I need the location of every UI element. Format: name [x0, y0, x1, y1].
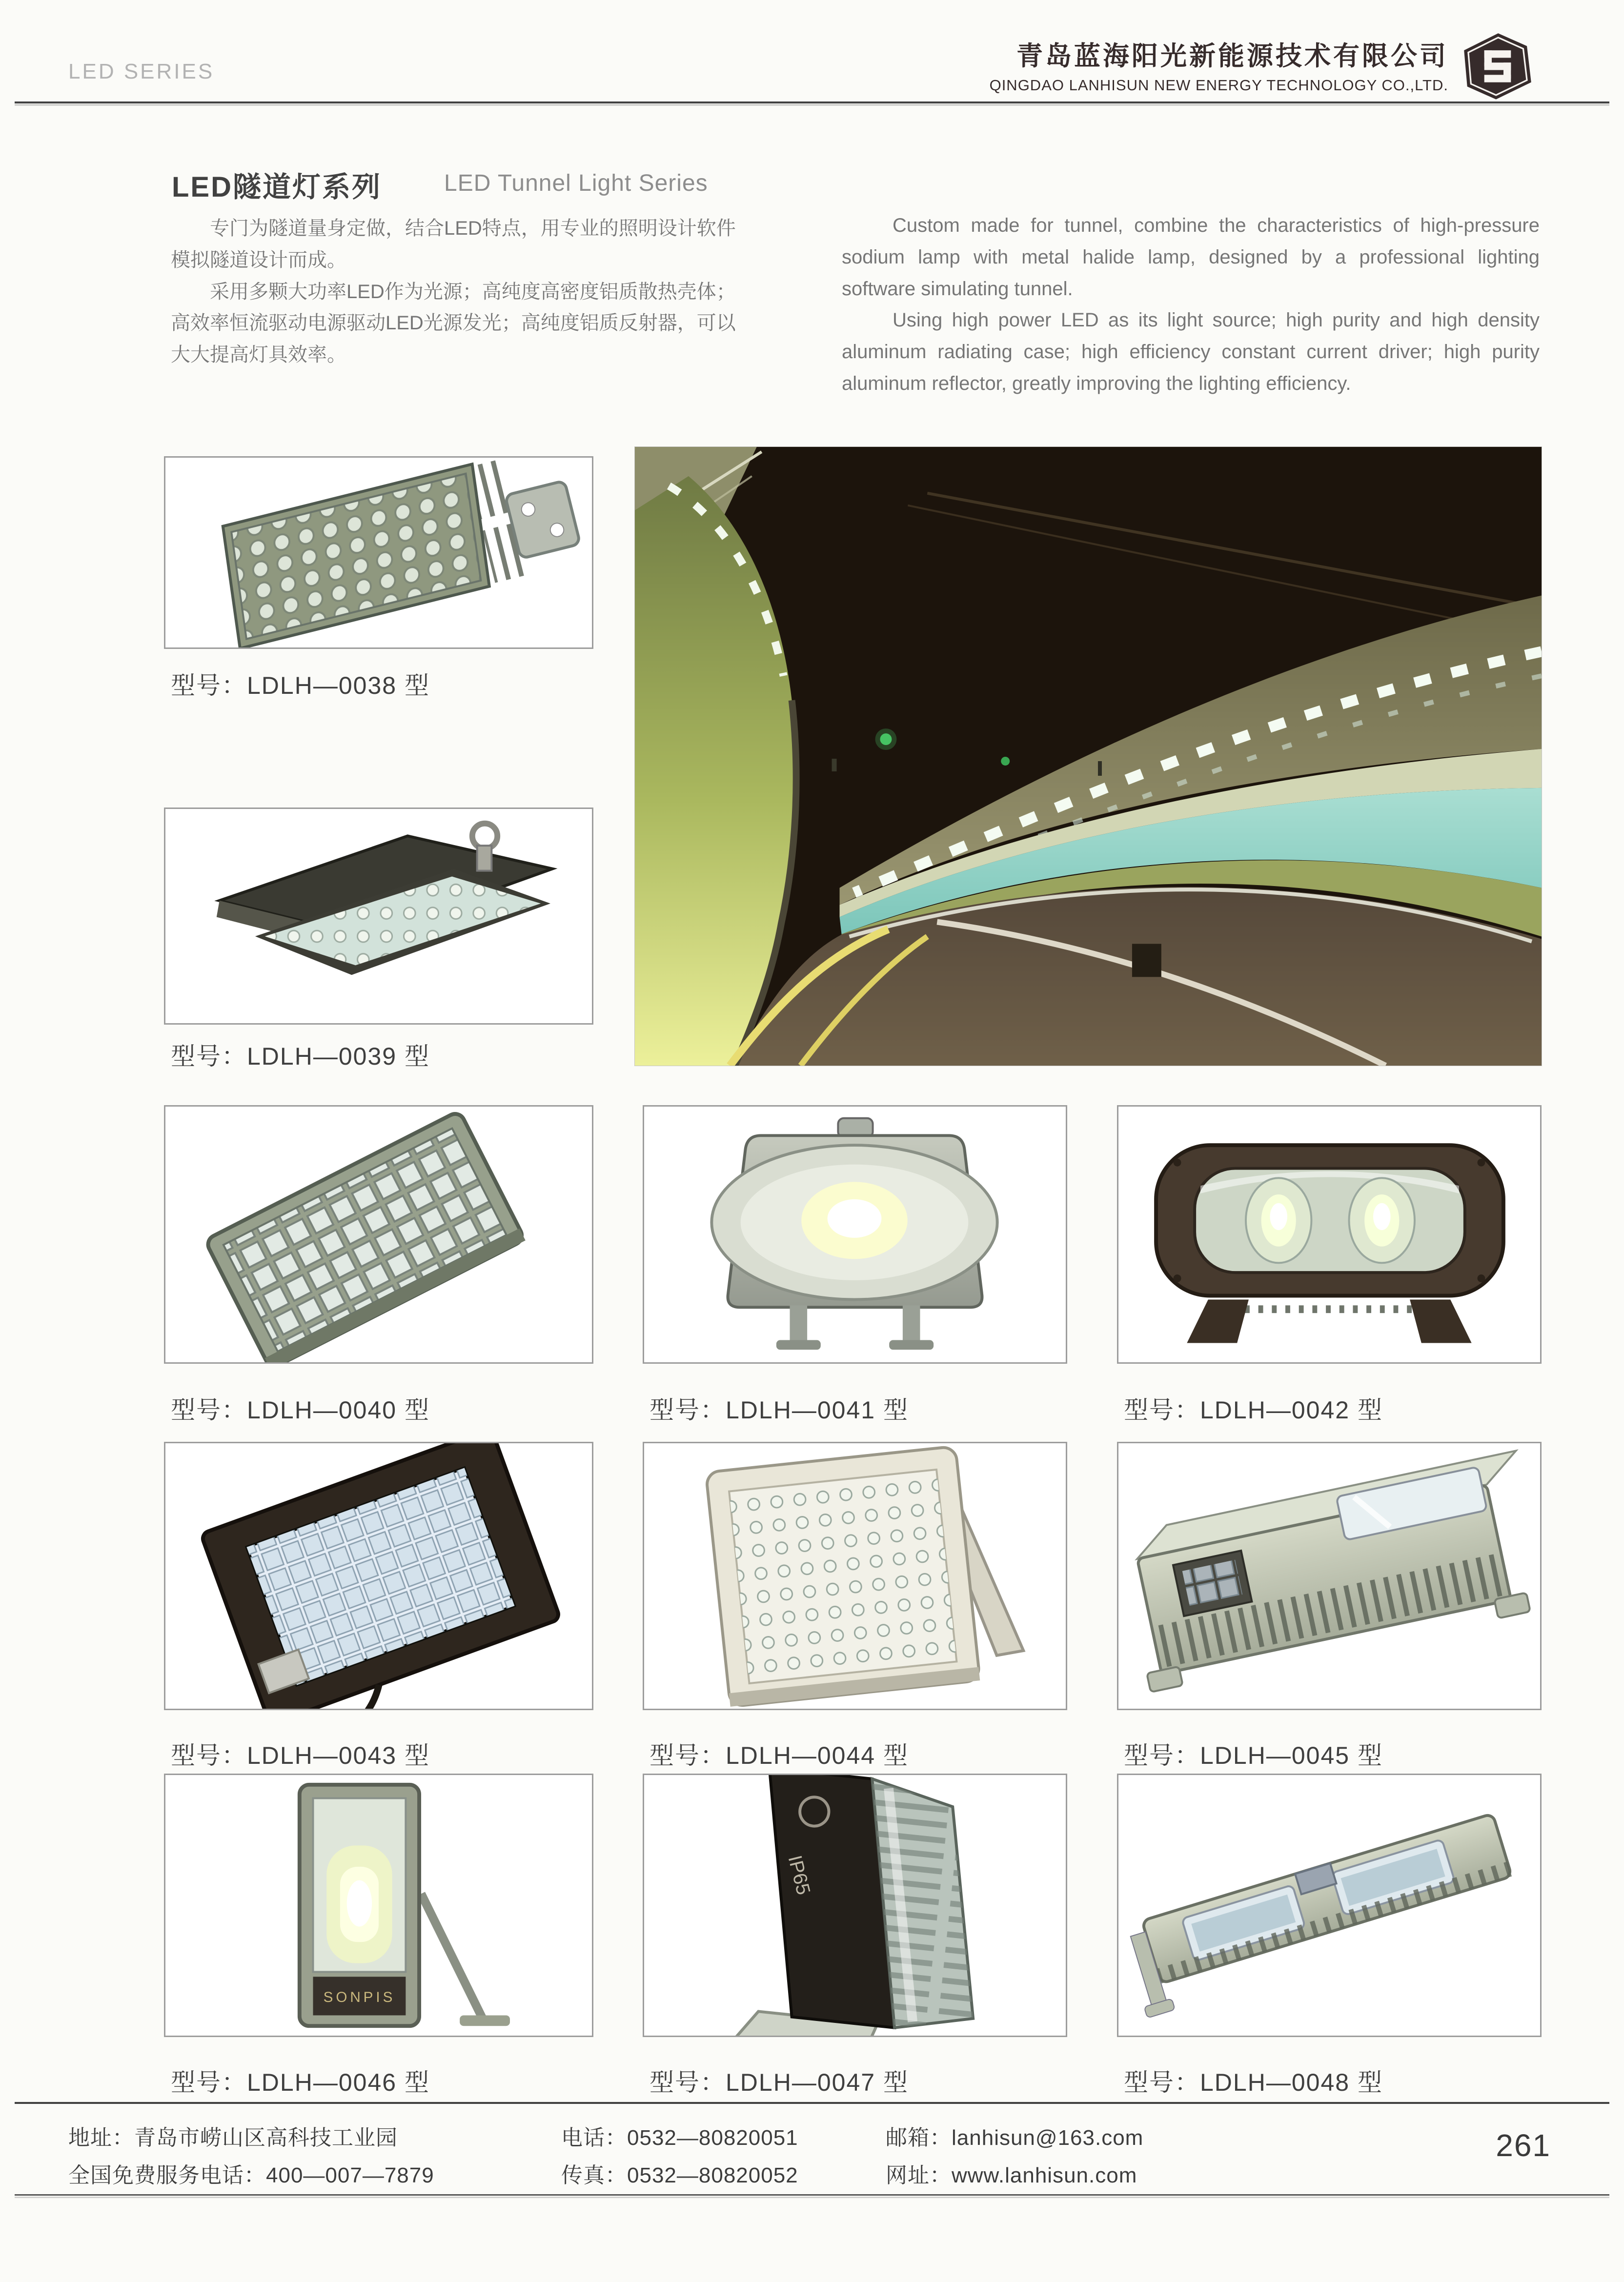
model-label: 型号：LDLH—0044 型 [650, 1742, 909, 1769]
email-value: lanhisun@163.com [952, 2126, 1144, 2150]
model-label: 型号：LDLH—0046 型 [171, 2069, 430, 2096]
product-image-ldlh-0041 [643, 1105, 1067, 1364]
header-divider [15, 101, 1609, 103]
hotline-label: 全国免费服务电话： [68, 2163, 266, 2187]
email-label: 邮箱： [886, 2126, 952, 2150]
address-value: 青岛市崂山区高科技工业园 [134, 2126, 398, 2150]
footer-hotline [68, 2158, 434, 2189]
product-image-ldlh-0047 [643, 1774, 1067, 2037]
company-name-cn: 青岛蓝海阳光新能源技术有限公司 [1016, 41, 1448, 71]
product-image-ldlh-0048 [1117, 1774, 1542, 2037]
intro-en-paragraph: Custom made for tunnel, combine the characteristics of high-pressure sodium lamp with metal halide lamp, designed by a professional lighting software simulating tunnel. [842, 215, 1540, 300]
product-image-ldlh-0038 [164, 456, 593, 649]
hotline-value: 400—007—7879 [266, 2163, 434, 2187]
fax-value: 0532—80820052 [627, 2163, 798, 2187]
model-label: 型号：LDLH—0041 型 [650, 1396, 909, 1424]
product-image-ldlh-0040 [164, 1105, 593, 1364]
model-label: 型号：LDLH—0043 型 [171, 1742, 430, 1769]
page-title-en: LED Tunnel Light Series [444, 170, 708, 196]
product-image-ldlh-0043 [164, 1442, 593, 1710]
product-image-ldlh-0045 [1117, 1442, 1542, 1710]
product-image-ldlh-0039 [164, 808, 593, 1025]
telephone-label: 电话： [561, 2126, 627, 2150]
model-label: 型号：LDLH—0038 型 [171, 672, 430, 699]
page-title-cn: LED隧道灯系列 [172, 171, 382, 203]
address-label: 地址： [68, 2126, 134, 2150]
telephone-value: 0532—80820051 [627, 2126, 798, 2150]
intro-cn-paragraph: 采用多颗大功率LED作为光源；高纯度高密度铝质散热壳体；高效率恒流驱动电源驱动LED光源发光；高纯度铝质反射器，可以大大提高灯具效率。 [171, 281, 736, 366]
footer-divider-bottom [15, 2194, 1609, 2196]
website-value: www.lanhisun.com [952, 2163, 1137, 2187]
product-image-ldlh-0042 [1117, 1105, 1542, 1364]
footer-email [886, 2120, 1143, 2151]
footer-address [68, 2120, 398, 2151]
page-number: 261 [1496, 2128, 1551, 2163]
footer-fax [561, 2158, 798, 2189]
model-label: 型号：LDLH—0039 型 [171, 1043, 430, 1070]
footer-website [886, 2158, 1137, 2189]
company-logo-icon [1463, 32, 1532, 100]
footer-divider-top [15, 2102, 1609, 2104]
sonpis-brand-text: SONPIS [323, 1989, 396, 2005]
model-label: 型号：LDLH—0048 型 [1124, 2069, 1383, 2096]
ip65-rating-text: IP65 [784, 1853, 814, 1897]
model-label: 型号：LDLH—0047 型 [650, 2069, 909, 2096]
intro-chinese [171, 213, 754, 371]
model-label: 型号：LDLH—0045 型 [1124, 1742, 1383, 1769]
company-name-en: QINGDAO LANHISUN NEW ENERGY TECHNOLOGY CO.,LTD. [989, 77, 1448, 94]
intro-cn-paragraph: 专门为隧道量身定做，结合LED特点，用专业的照明设计软件模拟隧道设计而成。 [171, 218, 736, 271]
company-block [990, 35, 1448, 94]
footer-telephone [561, 2120, 798, 2151]
model-label: 型号：LDLH—0040 型 [171, 1396, 430, 1424]
product-image-ldlh-0046 [164, 1774, 593, 2037]
model-label: 型号：LDLH—0042 型 [1124, 1396, 1383, 1424]
intro-english [842, 210, 1540, 400]
intro-en-paragraph: Using high power LED as its light source; high purity and high density aluminum radiating case; high efficiency constant current driver; high purity aluminum reflector, greatly improving the lighting efficiency. [842, 309, 1540, 394]
website-label: 网址： [886, 2163, 952, 2187]
series-label: LED SERIES [68, 60, 215, 83]
product-image-ldlh-0044 [643, 1442, 1067, 1710]
tunnel-photo [634, 446, 1542, 1066]
fax-label: 传真： [561, 2163, 627, 2187]
